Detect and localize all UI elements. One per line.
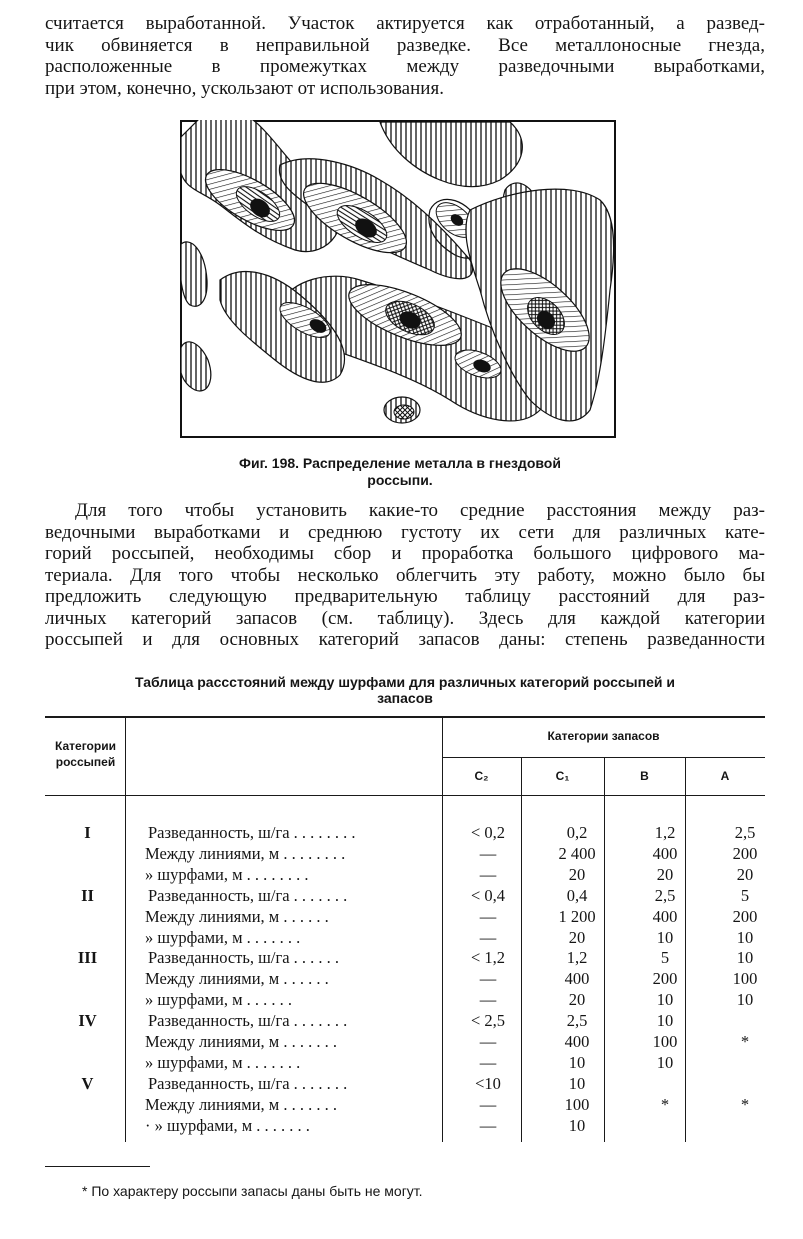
table-row — [45, 1031, 765, 1052]
cell-label: Разведанность, ш/га . . . . . . . . — [148, 823, 356, 842]
table-row — [45, 947, 765, 968]
cell-c2: < 2,5 — [470, 1011, 506, 1031]
cell-c1: 1 200 — [558, 906, 596, 926]
cell-c2: — — [479, 1032, 497, 1051]
cell-c1: 100 — [564, 1094, 590, 1114]
table-row — [45, 989, 765, 1010]
cell-a: * — [740, 1094, 750, 1114]
cell-label: Между линиями, м . . . . . . . — [145, 1032, 337, 1051]
cell-a: 200 — [732, 906, 758, 926]
cell-label: Разведанность, ш/га . . . . . . . — [148, 885, 348, 905]
cell-c1: 10 — [568, 1115, 586, 1135]
cell-c1: 1,2 — [566, 948, 588, 968]
table-row — [45, 843, 765, 864]
text-line: предложить следующую предварительную таблицу расстояний для раз- — [45, 586, 765, 607]
cell-b: 10 — [656, 990, 674, 1010]
cell-c1: 20 — [568, 864, 586, 884]
cell-c1: 400 — [564, 969, 590, 989]
caption-line: россыпи. — [367, 472, 433, 488]
cell-c1: 0,2 — [566, 823, 588, 842]
cell-label: · » шурфами, м . . . . . . . — [145, 1115, 310, 1135]
cell-label: Между линиями, м . . . . . . . . — [145, 843, 346, 863]
cell-b: 200 — [652, 969, 678, 989]
figure-caption — [170, 455, 630, 489]
header-col-b: B — [640, 769, 649, 783]
cell-label: Между линиями, м . . . . . . . — [145, 1094, 337, 1114]
table-row — [45, 885, 765, 906]
cell-cat: II — [81, 885, 94, 905]
text-line: ведочными выработками и среднюю густоту их сети для различных кате- — [45, 521, 765, 543]
header-placer-categories: Категории россыпей — [55, 739, 116, 769]
cell-b: 10 — [656, 1011, 674, 1031]
cell-c2: <10 — [475, 1073, 501, 1093]
table-title — [60, 674, 750, 706]
header-col-a: A — [720, 769, 730, 783]
text-line: при этом, конечно, ускользают от использования. — [45, 77, 444, 99]
cell-label: » шурфами, м . . . . . . . — [145, 1052, 301, 1072]
header-reserve-categories: Категории запасов — [547, 729, 660, 743]
cell-cat: III — [77, 948, 98, 968]
table-row — [45, 864, 765, 885]
cell-c1: 2,5 — [566, 1011, 588, 1031]
cell-label: Между линиями, м . . . . . . — [145, 969, 329, 989]
cell-cat: I — [84, 823, 91, 842]
cell-a: 100 — [732, 969, 758, 989]
cell-c2: — — [479, 1094, 497, 1114]
cell-label: Разведанность, ш/га . . . . . . . — [148, 1073, 348, 1093]
table-title-line: Таблица рассстояний между шурфами для различных категорий россыпей и — [135, 674, 675, 690]
header-bottom-rule — [45, 795, 765, 796]
table-title-line: запасов — [377, 690, 433, 706]
cell-b: 2,5 — [654, 885, 676, 905]
text-line: горий россыпей, необходимы сбор и проработка большого цифрового ма- — [45, 543, 765, 564]
footnote-rule — [45, 1166, 150, 1167]
cell-a: 10 — [736, 927, 754, 947]
cell-c2: < 0,4 — [470, 885, 506, 905]
figure-198-placer-map — [180, 120, 616, 442]
cell-label: » шурфами, м . . . . . . . — [145, 927, 301, 947]
cell-c1: 0,4 — [566, 885, 588, 905]
header-col-c2: C₂ — [474, 769, 489, 783]
cell-c2: — — [479, 927, 497, 947]
table-row — [45, 1073, 765, 1094]
cell-c2: < 0,2 — [470, 823, 506, 842]
cell-label: Разведанность, ш/га . . . . . . . — [148, 1011, 348, 1031]
table-row — [45, 968, 765, 989]
table-row — [45, 906, 765, 927]
table-top-rule — [45, 716, 765, 718]
text-line: россыпей и для основных категорий запасов даны: степень разведанности — [45, 629, 765, 650]
cell-cat: V — [81, 1073, 94, 1093]
cell-b: 1,2 — [654, 823, 676, 842]
cell-a: 5 — [740, 885, 750, 905]
cell-c2: — — [479, 969, 497, 989]
table-row — [45, 1094, 765, 1115]
cell-c2: — — [479, 864, 497, 884]
cell-c2: — — [479, 843, 497, 863]
cell-b: 400 — [652, 843, 678, 863]
intro-paragraph — [45, 13, 765, 99]
cell-c2: < 1,2 — [470, 948, 506, 968]
text-line: Для того чтобы установить какие-то средние расстояния между раз- — [75, 500, 765, 521]
cell-b: * — [660, 1094, 670, 1114]
table-row — [45, 927, 765, 948]
table-row — [45, 1115, 765, 1136]
caption-line: Фиг. 198. Распределение металла в гнездовой — [239, 455, 561, 471]
cell-b: 10 — [656, 927, 674, 947]
cell-c1: 2 400 — [558, 843, 596, 863]
header-col-c1: C₁ — [555, 769, 570, 783]
text-line: расположенные в промежутках между разведочными выработками, — [45, 56, 765, 77]
cell-c1: 400 — [564, 1032, 590, 1051]
cell-a: * — [740, 1032, 750, 1051]
cell-b: 400 — [652, 906, 678, 926]
cell-c2: — — [479, 906, 497, 926]
cell-c1: 10 — [568, 1073, 586, 1093]
cell-label: Разведанность, ш/га . . . . . . — [148, 948, 340, 968]
cell-label: » шурфами, м . . . . . . . . — [145, 864, 309, 884]
text-line: териала. Для того чтобы несколько облегчить эту работу, можно было бы — [45, 564, 765, 586]
cell-c1: 20 — [568, 990, 586, 1010]
cell-c2: — — [479, 1115, 497, 1135]
cell-b: 100 — [652, 1032, 678, 1051]
cell-c1: 20 — [568, 927, 586, 947]
text-line: считается выработанной. Участок актируется как отработанный, а развед- — [45, 13, 765, 34]
cell-c1: 10 — [568, 1052, 586, 1072]
cell-a: 20 — [736, 864, 754, 884]
cell-b: 5 — [660, 948, 670, 968]
middle-zone — [394, 405, 414, 419]
text-line: личных категорий запасов (см. таблицу). Здесь для каждой категории — [45, 607, 765, 629]
table-row — [45, 1052, 765, 1073]
cell-label: Между линиями, м . . . . . . — [145, 906, 329, 926]
cell-c2: — — [479, 990, 497, 1010]
table-row — [45, 1010, 765, 1031]
cell-a: 2,5 — [734, 823, 756, 842]
table-row — [45, 822, 765, 843]
cell-a: 10 — [736, 990, 754, 1010]
cell-a: 10 — [736, 948, 754, 968]
cell-cat: IV — [78, 1011, 97, 1031]
cell-b: 10 — [656, 1052, 674, 1072]
cell-a: 200 — [732, 843, 758, 863]
cell-label: » шурфами, м . . . . . . — [145, 990, 293, 1010]
body-paragraph — [45, 500, 765, 651]
text-line: чик обвиняется в неправильной разведке. Все металлоносные гнезда, — [45, 34, 765, 56]
cell-c2: — — [479, 1052, 497, 1072]
table-footnote: * По характеру россыпи запасы даны быть не могут. — [82, 1183, 423, 1199]
cell-b: 20 — [656, 864, 674, 884]
